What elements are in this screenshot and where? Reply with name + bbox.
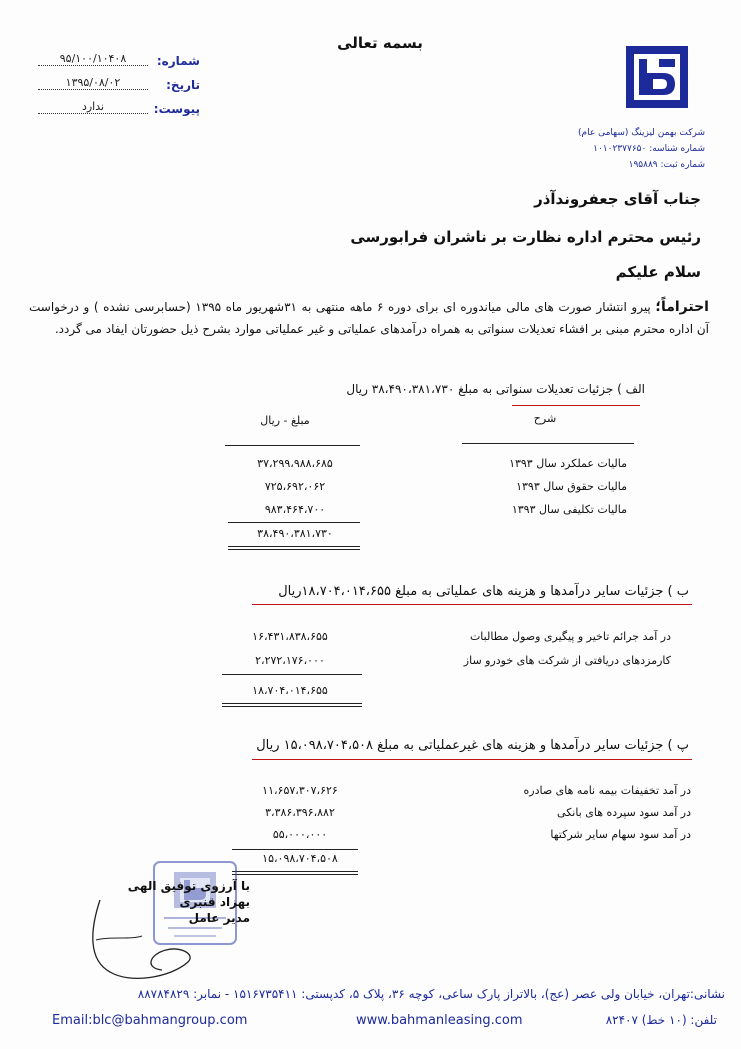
section-b-total: ۱۸،۷۰۴،۰۱۴،۶۵۵ — [252, 684, 328, 697]
section-a-row-1-amount: ۳۷،۲۹۹،۹۸۸،۶۸۵ — [257, 457, 333, 470]
addressee-title: رئیس محترم اداره نظارت بر ناشران فرابورسی — [350, 228, 701, 246]
company-registration: شماره ثبت: ۱۹۵۸۸۹ — [628, 160, 705, 170]
section-p-total: ۱۵،۰۹۸،۷۰۴،۵۰۸ — [262, 852, 338, 865]
col-header-desc: شرح — [533, 412, 557, 425]
section-p-row-3-amount: ۵۵،۰۰۰،۰۰۰ — [272, 828, 328, 841]
footer-website: www.bahmanleasing.com — [356, 1013, 523, 1028]
section-b-row-2-amount: ۲،۲۷۲،۱۷۶،۰۰۰ — [255, 654, 325, 667]
section-b-row-2-desc: کارمزدهای دریافتی از شرکت های خودرو ساز — [463, 654, 671, 667]
section-b-total-rule — [222, 674, 362, 675]
section-a-row-2-desc: مالیات حقوق سال ۱۳۹۳ — [516, 480, 627, 493]
section-p-row-3-desc: در آمد سود سهام سایر شرکتها — [550, 828, 691, 841]
section-a-total: ۳۸،۴۹۰،۳۸۱،۷۳۰ — [257, 527, 333, 540]
letter-number-row — [20, 54, 200, 70]
footer-email: Email:blc@bahmangroup.com — [52, 1013, 248, 1028]
company-logo-icon — [626, 46, 688, 108]
company-name: شرکت بهمن لیزینگ (سهامی عام) — [578, 128, 705, 138]
section-p-row-1-amount: ۱۱،۶۵۷،۳۰۷،۶۲۶ — [262, 784, 338, 797]
respect-word: احتراماً؛ — [655, 299, 709, 315]
footer-phone: تلفن: (۱۰ خط) ۸۲۴۰۷ — [605, 1013, 717, 1027]
signature-title: مدیر عامل — [188, 911, 250, 925]
section-a-underline — [512, 405, 640, 406]
section-b-double-rule-2 — [222, 706, 362, 707]
section-a-row-2-amount: ۷۲۵،۶۹۲،۰۶۲ — [264, 480, 326, 493]
signature-name: بهزاد قنبری — [179, 895, 250, 909]
bismillah-heading: بسمه تعالی — [337, 34, 423, 52]
section-a-total-rule — [228, 522, 360, 523]
section-p-double-rule-2 — [232, 874, 358, 875]
col-header-amount: مبلغ - ریال — [260, 414, 310, 427]
section-p-underline — [252, 759, 692, 760]
body-text: پیرو انتشار صورت های مالی میاندوره ای برای دوره ۶ ماهه منتهی به ۳۱شهریور ماه ۱۳۹۵ (حسابرسی نشده ) و درخواست آن اداره محترم مبنی بر افشاء تعدیلات سنواتی به همراه درآمدهای عملیاتی و غیر عملیاتی موارد بشرح ذیل حضورتان ایفاد می گردد. — [29, 300, 709, 336]
section-a-title: الف ) جزئیات تعدیلات سنواتی به مبلغ ۳۸،۴۹۰،۳۸۱،۷۳۰ ریال — [346, 382, 645, 396]
body-paragraph — [29, 296, 709, 340]
handwritten-signature-icon — [70, 880, 210, 994]
letter-date-value: ۱۳۹۵/۰۸/۰۲ — [38, 76, 148, 90]
amount-header-rule — [225, 445, 360, 446]
letter-number-value: ۹۵/۱۰۰/۱۰۴۰۸ — [38, 52, 148, 66]
section-p-total-rule — [232, 849, 358, 850]
section-a-row-1-desc: مالیات عملکرد سال ۱۳۹۳ — [509, 457, 627, 470]
section-a-double-rule-1 — [228, 546, 360, 547]
section-b-row-1-desc: در آمد جرائم تاخیر و پیگیری وصول مطالبات — [469, 630, 671, 643]
section-b-row-1-amount: ۱۶،۴۳۱،۸۳۸،۶۵۵ — [252, 630, 328, 643]
letter-attachment-row — [20, 102, 200, 118]
section-a-row-3-amount: ۹۸۳،۴۶۴،۷۰۰ — [264, 503, 326, 516]
footer-address: نشانی:تهران، خیابان ولی عصر (عج)، بالاتراز پارک ساعی، کوچه ۳۶، پلاک ۵، کدپستی: ۱۵۱۶۷۳۵۴۱۱ - نمابر: ۸۸۷۸۴۸۲۹ — [137, 987, 725, 1001]
company-national-id: شماره شناسه: ۱۰۱۰۲۳۷۷۶۵۰ — [593, 144, 705, 154]
section-a-double-rule-2 — [228, 549, 360, 550]
desc-header-rule — [462, 443, 634, 444]
section-p-row-2-desc: در آمد سود سپرده های بانکی — [557, 806, 691, 819]
letter-number-label: شماره: — [156, 54, 200, 68]
signature-closing: با آرزوی توفیق الهی — [127, 879, 250, 893]
section-b-underline — [252, 604, 692, 605]
section-p-title: پ ) جزئیات سایر درآمدها و هزینه های غیرعملیاتی به مبلغ ۱۵،۰۹۸،۷۰۴،۵۰۸ ریال — [256, 738, 689, 753]
addressee-name: جناب آقای جعفروندآذر — [534, 190, 701, 208]
company-info — [530, 125, 705, 173]
section-b-title: ب ) جزئیات سایر درآمدها و هزینه های عملیاتی به مبلغ ۱۸،۷۰۴،۰۱۴،۶۵۵ریال — [278, 584, 689, 599]
section-a-row-3-desc: مالیات تکلیفی سال ۱۳۹۳ — [511, 503, 627, 516]
letter-date-row — [20, 78, 200, 94]
letter-attachment-value: ندارد — [38, 100, 148, 114]
section-p-row-1-desc: در آمد تخفیفات بیمه نامه های صادره — [523, 784, 691, 797]
section-p-row-2-amount: ۳،۳۸۶،۳۹۶،۸۸۲ — [265, 806, 335, 819]
letter-date-label: تاریخ: — [166, 78, 200, 92]
greeting: سلام علیکم — [615, 263, 701, 281]
section-b-double-rule-1 — [222, 703, 362, 704]
section-p-double-rule-1 — [232, 871, 358, 872]
letter-attachment-label: پیوست: — [153, 102, 200, 116]
